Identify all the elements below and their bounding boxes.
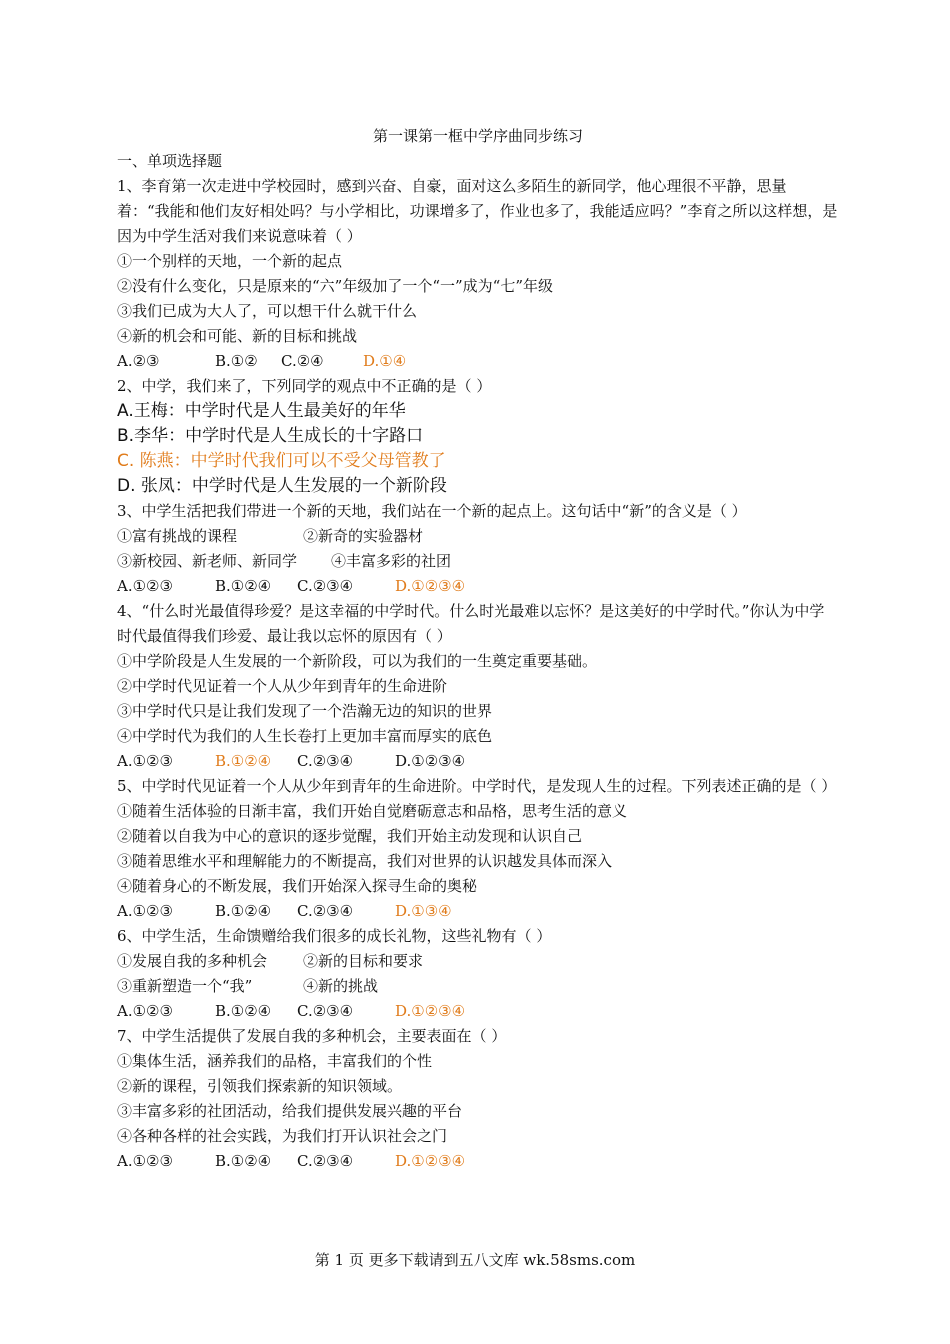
question-1-stem: 1、李育第一次走进中学校园时，感到兴奋、自豪，面对这么多陌生的新同学，他心理很不平静，思量着：“我能和他们友好相处吗？与小学相比，功课增多了，作业也多了，我能适应吗？”李育之所以这样想，是因为中学生活对我们来说意味着（ ） xyxy=(117,177,838,245)
question-6-items-row xyxy=(117,949,839,974)
question-1-item: ④新的机会和可能、新的目标和挑战 xyxy=(117,327,358,345)
option-c: C.②③④ xyxy=(297,1152,354,1170)
question-3-options xyxy=(117,574,839,599)
option-a: A.②③ xyxy=(117,352,160,370)
option-a: A.①②③ xyxy=(117,577,173,595)
option-c: C.②③④ xyxy=(297,577,354,595)
option-c: C.②③④ xyxy=(297,1002,354,1020)
option-d: D.①②③④ xyxy=(395,752,466,770)
question-1-item: ②没有什么变化，只是原来的“六”年级加了一个“一”成为“七”年级 xyxy=(117,277,554,295)
question-4-item: ④中学时代为我们的人生长卷打上更加丰富而厚实的底色 xyxy=(117,727,493,745)
question-2-option-d: D. 张凤：中学时代是人生发展的一个新阶段 xyxy=(117,476,447,496)
question-3-items-row xyxy=(117,549,839,574)
option-c: C.②③④ xyxy=(297,752,354,770)
question-5-stem: 5、中学时代见证着一个人从少年到青年的生命进阶。中学时代，是发现人生的过程。下列表述正确的是（ ） xyxy=(117,777,837,795)
question-3-item: ③新校园、新老师、新同学 xyxy=(117,552,298,570)
question-6-item: ①发展自我的多种机会 xyxy=(117,952,268,970)
page-title: 第一课第一框中学序曲同步练习 xyxy=(372,127,583,145)
option-b: B.①②④ xyxy=(215,1002,272,1020)
option-a: A.①②③ xyxy=(117,902,173,920)
question-6-item: ②新的目标和要求 xyxy=(303,952,424,970)
option-b: B.①②④ xyxy=(215,902,272,920)
question-4-options xyxy=(117,749,839,774)
question-4-item: ②中学时代见证着一个人从少年到青年的生命进阶 xyxy=(117,677,448,695)
question-6-item: ④新的挑战 xyxy=(303,977,379,995)
document-body xyxy=(117,124,839,1174)
question-4-item: ③中学时代只是让我们发现了一个浩瀚无边的知识的世界 xyxy=(117,702,493,720)
question-7-item: ④各种各样的社会实践，为我们打开认识社会之门 xyxy=(117,1127,448,1145)
question-2-option-b: B.李华：中学时代是人生成长的十字路口 xyxy=(117,426,424,446)
question-2-stem: 2、中学，我们来了，下列同学的观点中不正确的是（ ） xyxy=(117,377,492,395)
option-b: B.①②④ xyxy=(215,1152,272,1170)
option-c: C.②③④ xyxy=(297,902,354,920)
question-1-options xyxy=(117,349,839,374)
question-5-item: ①随着生活体验的日渐丰富，我们开始自觉磨砺意志和品格，思考生活的意义 xyxy=(117,802,628,820)
question-3-item: ①富有挑战的课程 xyxy=(117,527,238,545)
question-3-item: ②新奇的实验器材 xyxy=(303,527,424,545)
option-d-answer: D.①②③④ xyxy=(395,1002,466,1020)
question-7-options xyxy=(117,1149,839,1174)
question-3-stem: 3、中学生活把我们带进一个新的天地，我们站在一个新的起点上。这句话中“新”的含义是（ ） xyxy=(117,502,747,520)
question-2-option-a: A.王梅：中学时代是人生最美好的年华 xyxy=(117,401,406,421)
question-7-item: ②新的课程，引领我们探索新的知识领域。 xyxy=(117,1077,403,1095)
option-c: C.②④ xyxy=(281,352,324,370)
question-3-item: ④丰富多彩的社团 xyxy=(331,552,452,570)
question-4-stem: 4、“什么时光最值得珍爱？是这幸福的中学时代。什么时光最难以忘怀？是这美好的中学时代。”你认为中学时代最值得我们珍爱、最让我以忘怀的原因有（ ） xyxy=(117,602,825,645)
page-footer: 第 1 页 更多下载请到五八文库 wk.58sms.com xyxy=(314,1251,636,1269)
question-5-options xyxy=(117,899,839,924)
question-6-item: ③重新塑造一个“我” xyxy=(117,977,253,995)
option-d-answer: D.①④ xyxy=(363,352,407,370)
option-a: A.①②③ xyxy=(117,752,173,770)
question-1-item: ①一个别样的天地，一个新的起点 xyxy=(117,252,343,270)
option-b: B.①② xyxy=(215,352,258,370)
question-1-item: ③我们已成为大人了，可以想干什么就干什么 xyxy=(117,302,418,320)
question-6-stem: 6、中学生活，生命馈赠给我们很多的成长礼物，这些礼物有（ ） xyxy=(117,927,552,945)
option-b: B.①②④ xyxy=(215,577,272,595)
question-7-stem: 7、中学生活提供了发展自我的多种机会，主要表面在（ ） xyxy=(117,1027,507,1045)
question-6-options xyxy=(117,999,839,1024)
option-a: A.①②③ xyxy=(117,1152,173,1170)
question-7-item: ③丰富多彩的社团活动，给我们提供发展兴趣的平台 xyxy=(117,1102,463,1120)
option-d-answer: D.①③④ xyxy=(395,902,452,920)
option-a: A.①②③ xyxy=(117,1002,173,1020)
section-heading: 一、单项选择题 xyxy=(117,152,223,170)
question-5-item: ②随着以自我为中心的意识的逐步觉醒，我们开始主动发现和认识自己 xyxy=(117,827,583,845)
question-4-item: ①中学阶段是人生发展的一个新阶段，可以为我们的一生奠定重要基础。 xyxy=(117,652,598,670)
option-d-answer: D.①②③④ xyxy=(395,577,466,595)
option-d-answer: D.①②③④ xyxy=(395,1152,466,1170)
question-7-item: ①集体生活，涵养我们的品格，丰富我们的个性 xyxy=(117,1052,433,1070)
question-5-item: ③随着思维水平和理解能力的不断提高，我们对世界的认识越发具体而深入 xyxy=(117,852,613,870)
question-2-option-c-answer: C. 陈燕：中学时代我们可以不受父母管教了 xyxy=(117,451,446,471)
question-3-items-row xyxy=(117,524,839,549)
question-6-items-row xyxy=(117,974,839,999)
option-b-answer: B.①②④ xyxy=(215,752,272,770)
question-5-item: ④随着身心的不断发展，我们开始深入探寻生命的奥秘 xyxy=(117,877,478,895)
